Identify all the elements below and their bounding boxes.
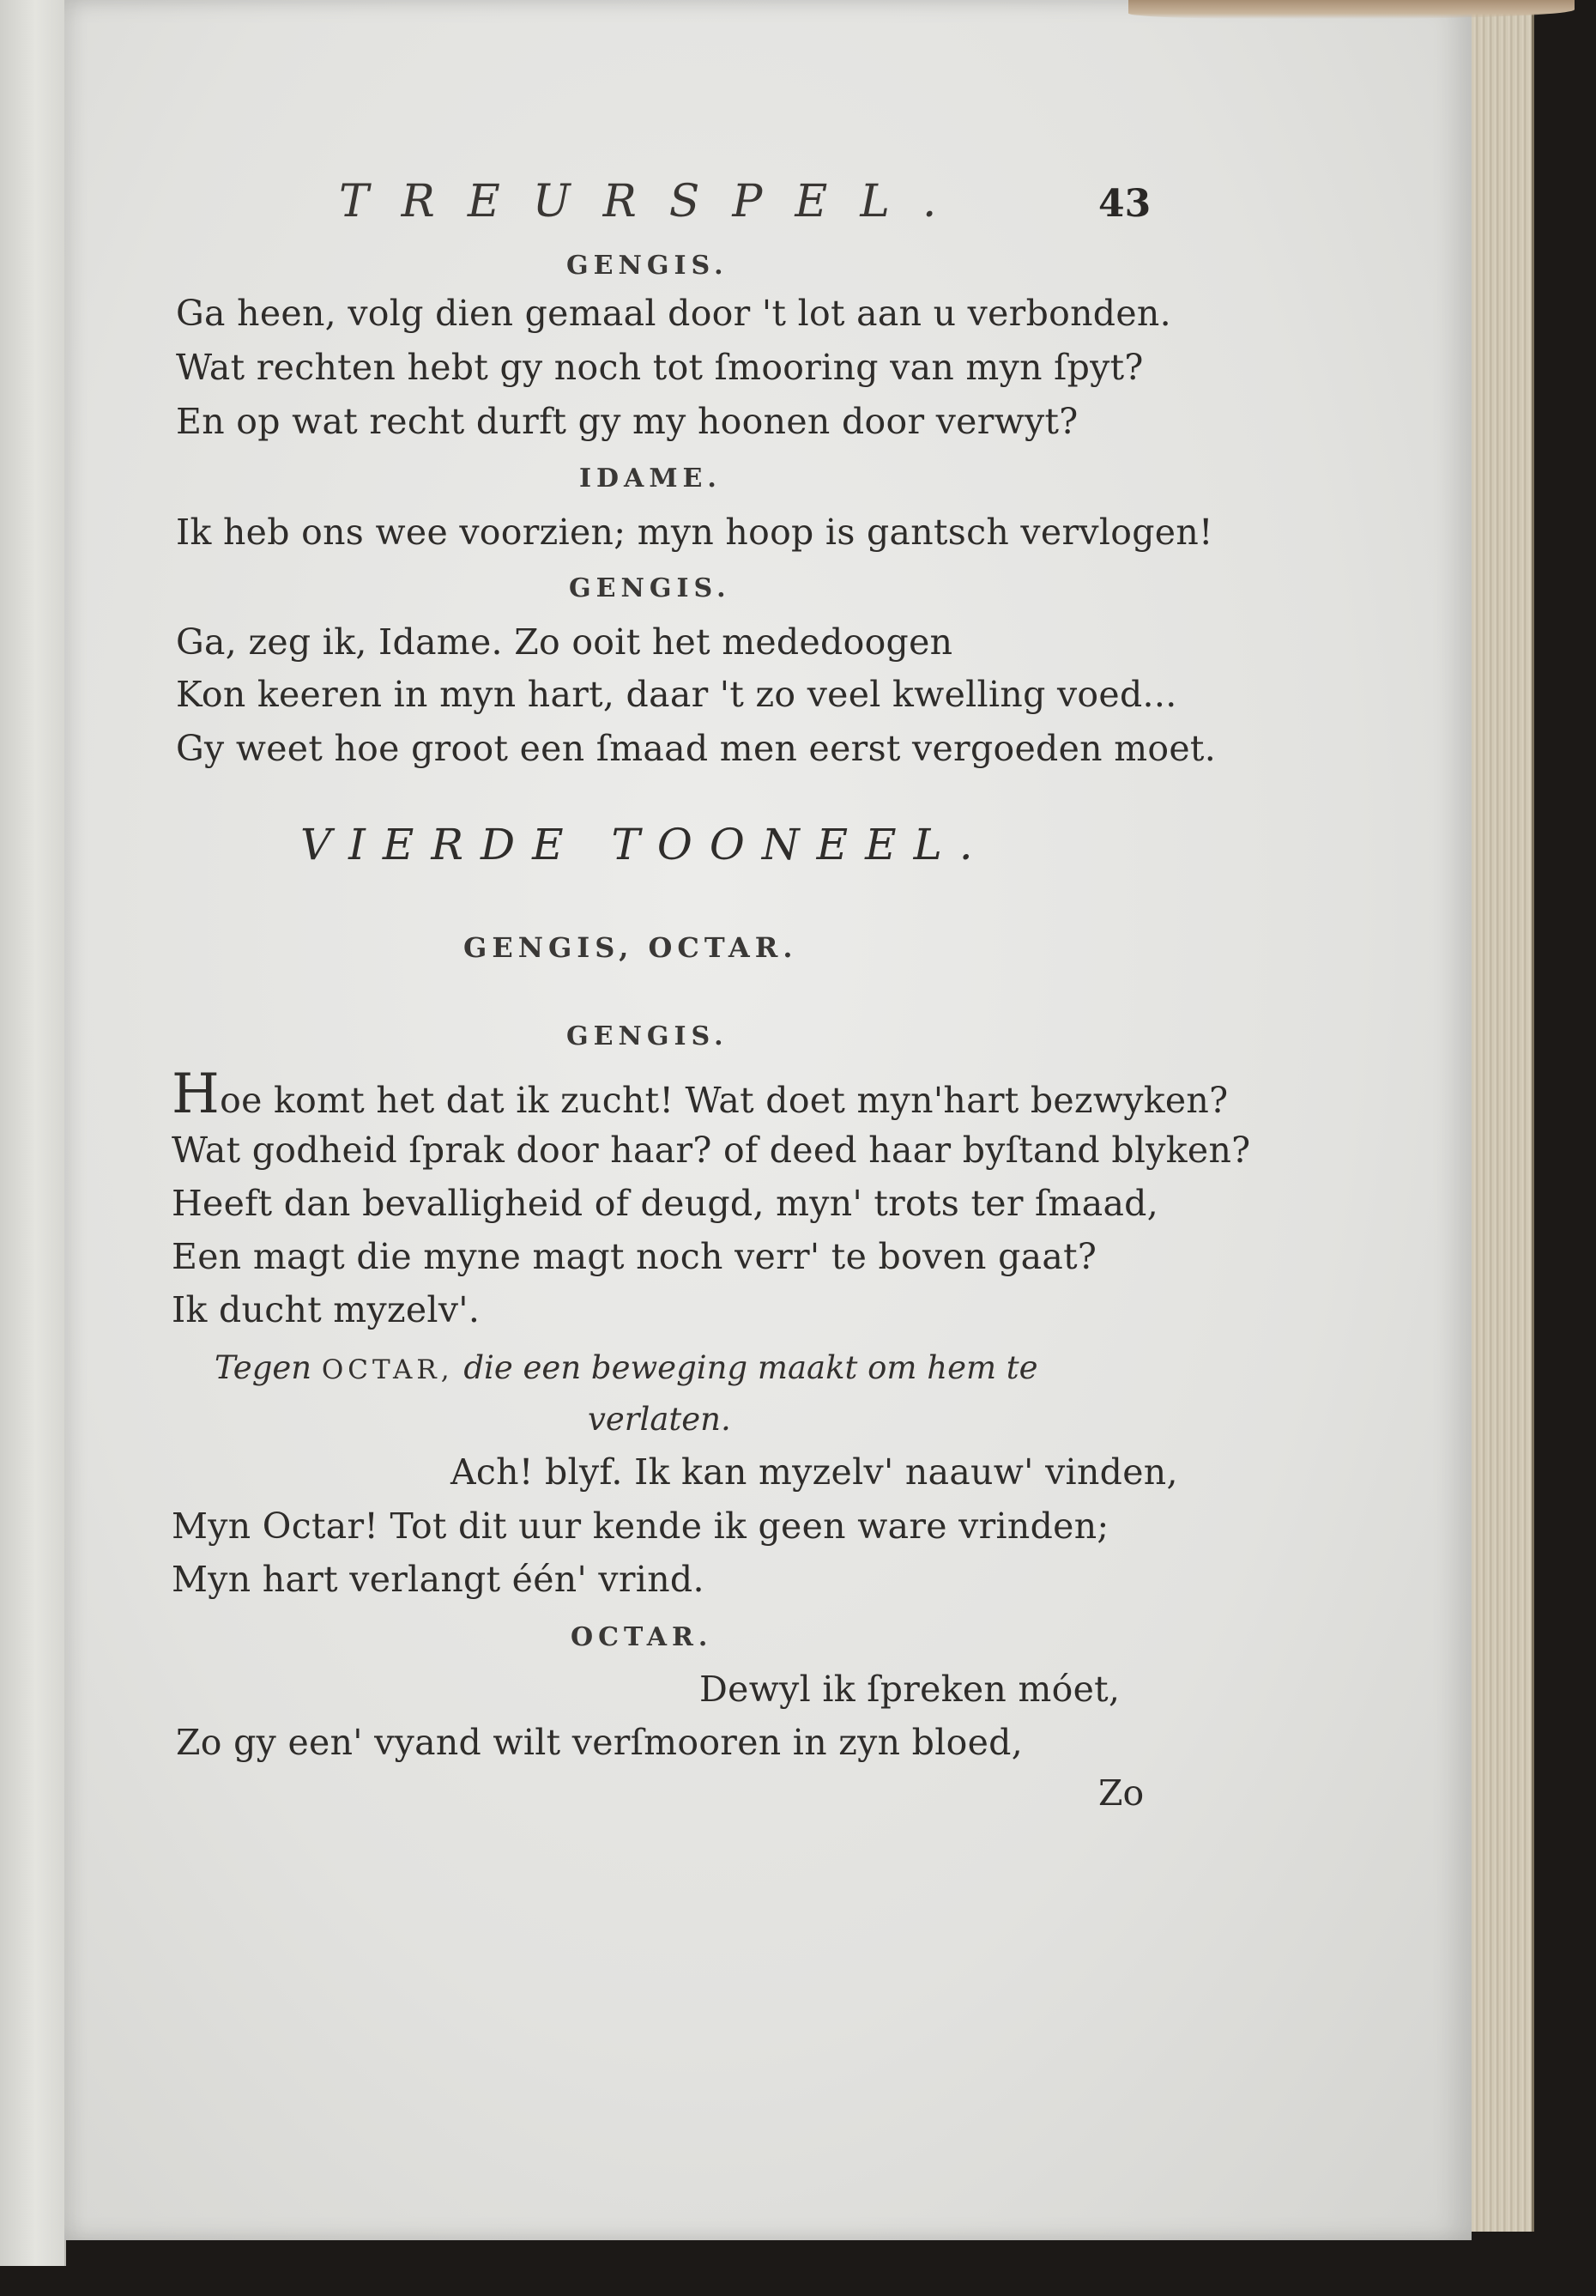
verse-line: Dewyl ik ſpreken móet, bbox=[699, 1669, 1121, 1710]
verse-line: Heeft dan bevalligheid of deugd, myn' trots ter ſmaad, bbox=[172, 1183, 1159, 1224]
catchword: Zo bbox=[1098, 1772, 1145, 1814]
verse-line: En op wat recht durft gy my hoonen door verwyt? bbox=[176, 401, 1079, 442]
speaker-idame: IDAME. bbox=[579, 463, 722, 494]
verse-line: Kon keeren in myn hart, daar 't zo veel kwelling voed... bbox=[176, 674, 1177, 715]
verse-line-first bbox=[172, 1063, 1229, 1126]
stage-character: OCTAR, bbox=[321, 1354, 454, 1385]
stage-direction-cont: verlaten. bbox=[588, 1401, 731, 1438]
verse-line: Wat rechten hebt gy noch tot ſmooring van myn ſpyt? bbox=[176, 347, 1144, 388]
left-page-edge bbox=[0, 0, 66, 2266]
drop-cap: H bbox=[172, 1063, 221, 1126]
verse-line: Wat godheid ſprak door haar? of deed haar byſtand blyken? bbox=[172, 1130, 1251, 1171]
page-number: 43 bbox=[1098, 182, 1152, 226]
verse-line-rest: oe komt het dat ik zucht! Wat doet myn'hart bezwyken? bbox=[220, 1080, 1229, 1121]
speaker-octar: OCTAR. bbox=[571, 1622, 713, 1652]
speaker-gengis-1: GENGIS. bbox=[566, 251, 728, 281]
verse-line: Ik ducht myzelv'. bbox=[172, 1289, 481, 1330]
scene-title: VIERDE TOONEEL. bbox=[300, 820, 990, 869]
verse-line: Myn Octar! Tot dit uur kende ik geen ware vrinden; bbox=[172, 1505, 1109, 1547]
stage-prefix: Tegen bbox=[215, 1349, 312, 1386]
verse-line: Ach! blyf. Ik kan myzelv' naauw' vinden, bbox=[450, 1451, 1178, 1493]
page-text bbox=[64, 0, 1472, 2240]
scene-cast: GENGIS, OCTAR. bbox=[463, 931, 798, 964]
verse-line: Gy weet hoe groot een ſmaad men eerst vergoeden moet. bbox=[176, 728, 1217, 769]
verse-line: Myn hart verlangt één' vrind. bbox=[172, 1559, 704, 1600]
speaker-gengis-2: GENGIS. bbox=[569, 573, 731, 603]
stage-direction bbox=[215, 1349, 1038, 1386]
stage-rest: die een beweging maakt om hem te bbox=[463, 1349, 1038, 1386]
verse-line: Ik heb ons wee voorzien; myn hoop is gantsch vervlogen! bbox=[176, 512, 1213, 553]
book-page bbox=[64, 0, 1472, 2240]
verse-line: Een magt die myne magt noch verr' te boven gaat? bbox=[172, 1236, 1097, 1277]
verse-line: Ga heen, volg dien gemaal door 't lot aan u verbonden. bbox=[176, 293, 1171, 334]
running-head: TREURSPEL. bbox=[339, 176, 970, 227]
verse-line: Zo gy een' vyand wilt verſmooren in zyn bloed, bbox=[176, 1722, 1024, 1763]
verse-line: Ga, zeg ik, Idame. Zo ooit het mededoogen bbox=[176, 621, 953, 663]
speaker-gengis-3: GENGIS. bbox=[566, 1021, 728, 1051]
